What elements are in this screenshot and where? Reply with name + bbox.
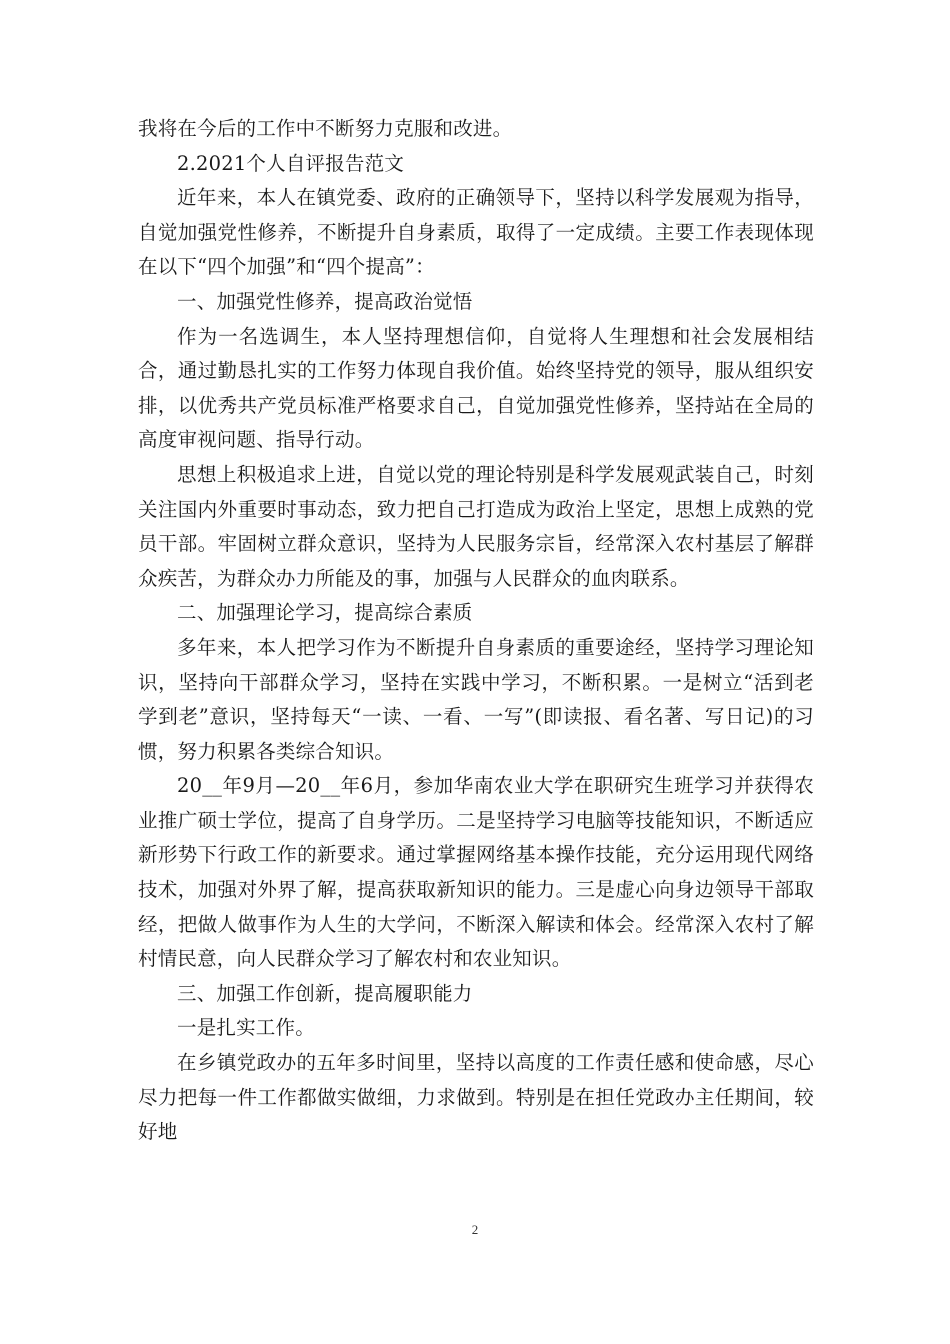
section-heading: 三、加强工作创新，提高履职能力 (177, 981, 473, 1005)
paragraph: 近年来，本人在镇党委、政府的正确领导下，坚持以科学发展观为指导，自觉加强党性修养，不断提升自身素质，取得了一定成绩。主要工作表现体现在以下“四个加强”和“四个提高”： (138, 186, 814, 279)
paragraph: 在乡镇党政办的五年多时间里，坚持以高度的工作责任感和使命感，尽心尽力把每一件工作都做实做细，力求做到。特别是在担任党政办主任期间，较好地 (138, 1051, 814, 1144)
page-number: 2 (471, 1222, 479, 1237)
paragraph: 思想上积极追求上进，自觉以党的理论特别是科学发展观武装自己，时刻关注国内外重要时事动态，致力把自己打造成为政治上坚定，思想上成熟的党员干部。牢固树立群众意识，坚持为人民服务宗旨，经常深入农村基层了解群众疾苦，为群众办力所能及的事，加强与人民群众的血肉联系。 (138, 462, 814, 590)
paragraph: 20__年9月—20__年6月，参加华南农业大学在职研究生班学习并获得农业推广硕士学位，提高了自身学历。二是坚持学习电脑等技能知识，不断适应新形势下行政工作的新要求。通过掌握网络基本操作技能，充分运用现代网络技术，加强对外界了解，提高获取新知识的能力。三是虚心向身边领导干部取经，把做人做事作为人生的大学问，不断深入解读和体会。经常深入农村了解村情民意，向人民群众学习了解农村和农业知识。 (138, 774, 814, 971)
section-heading: 一、加强党性修养，提高政治觉悟 (177, 289, 473, 313)
paragraph: 多年来，本人把学习作为不断提升自身素质的重要途经，坚持学习理论知识，坚持向干部群众学习，坚持在实践中学习，不断积累。一是树立“活到老学到老”意识，坚持每天“一读、一看、一写”(即读报、看名著、写日记)的习惯，努力积累各类综合知识。 (138, 635, 814, 763)
paragraph: 作为一名选调生，本人坚持理想信仰，自觉将人生理想和社会发展相结合，通过勤恳扎实的工作努力体现自我价值。始终坚持党的领导，服从组织安排，以优秀共产党员标准严格要求自己，自觉加强党性修养，坚持站在全局的高度审视问题、指导行动。 (138, 324, 814, 452)
paragraph: 我将在今后的工作中不断努力克服和改进。 (138, 117, 513, 140)
document-body (138, 112, 814, 1150)
section-heading: 二、加强理论学习，提高综合素质 (177, 601, 473, 625)
sub-heading: 一是扎实工作。 (177, 1016, 315, 1040)
section-heading: 2.2021个人自评报告范文 (177, 151, 405, 175)
